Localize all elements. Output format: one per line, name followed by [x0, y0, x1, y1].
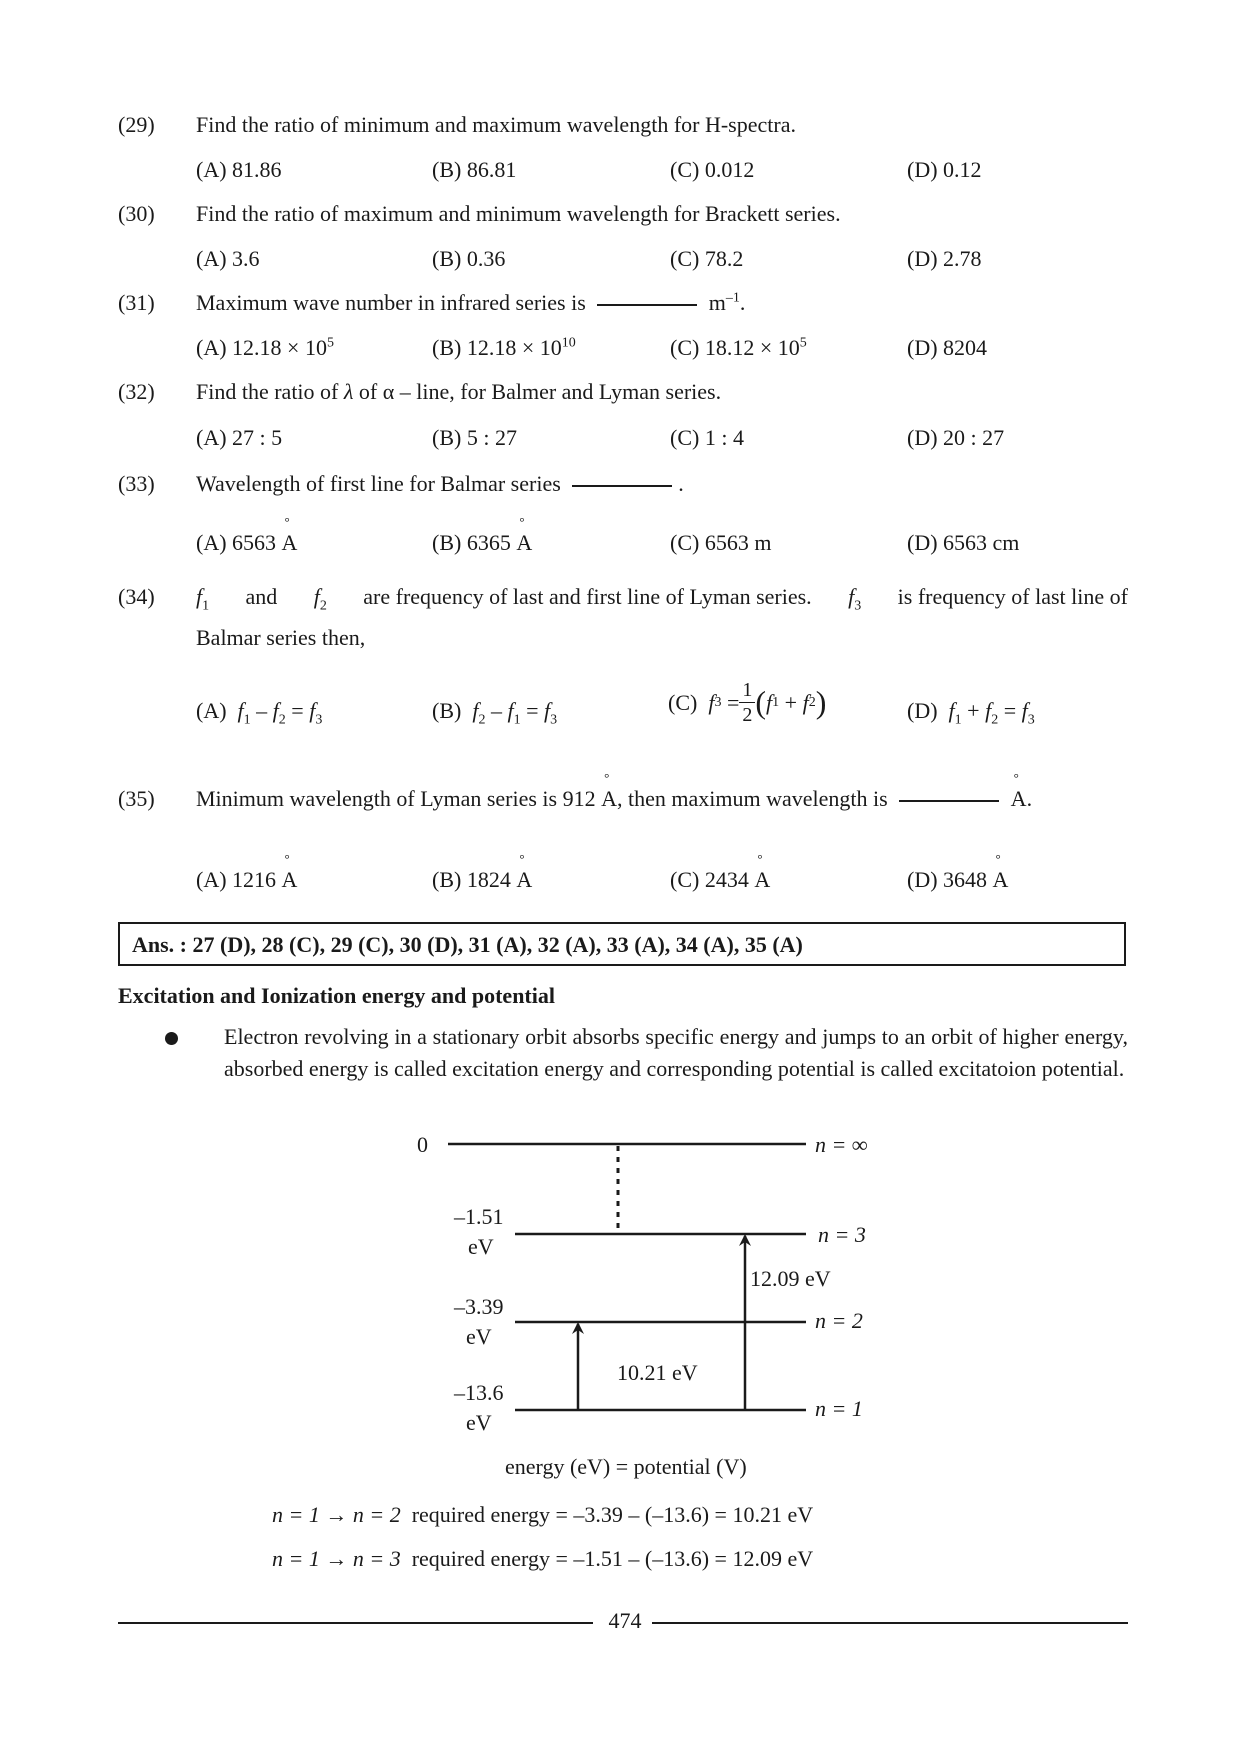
bullet-paragraph: Electron revolving in a stationary orbit absorbs specific energy and jumps to an orbit of higher energy, absorbed energy is called excitation energy and corresponding potential is called excitatoion potential. — [224, 1024, 1128, 1081]
question-number: (33) — [118, 471, 155, 496]
option-b: (B) $f_2 - f_1 = f_3$ — [432, 698, 558, 728]
option-c: (C) 0.012 — [670, 157, 755, 182]
equation-1-to-2: n = 1 → n = 2 required energy = –3.39 – (–13.6) = 10.21 eV — [272, 1502, 814, 1527]
answer-key: Ans. : 27 (D), 28 (C), 29 (C), 30 (D), 31 (A), 32 (A), 33 (A), 34 (A), 35 (A) — [132, 932, 803, 957]
n-label-3: n = 3 — [818, 1222, 866, 1247]
angstrom-symbol: ° A — [282, 530, 298, 556]
option-a: (A) 6563 ° A — [196, 530, 297, 556]
option-c: (C) 1 : 4 — [670, 425, 744, 450]
question-number: (30) — [118, 201, 155, 226]
option-b: (B) $12.18 \times 10^{10}$ — [432, 335, 576, 360]
option-b: (B) 86.81 — [432, 157, 517, 182]
angstrom-symbol: ° A — [754, 867, 770, 893]
energy-unit-n2: eV — [466, 1324, 492, 1349]
question-text-line2: Balmar series then, — [196, 625, 366, 650]
option-b: (B) 6365 ° A — [432, 530, 532, 556]
angstrom-symbol: ° A — [516, 867, 532, 893]
option-a: (A) 1216 ° A — [196, 867, 297, 893]
energy-label-0: 0 — [417, 1132, 428, 1157]
transition-label-10-21: 10.21 eV — [617, 1360, 698, 1385]
question-number: (31) — [118, 290, 155, 315]
angstrom-symbol: ° A — [282, 867, 298, 893]
question-text: Minimum wavelength of Lyman series is 912 ° A, then maximum wavelength is ° A. — [196, 786, 1032, 812]
option-d: (D) 6563 cm — [907, 530, 1020, 555]
page-number: 474 — [608, 1608, 642, 1633]
option-c: (C) $18.12 \times 10^5$ — [670, 335, 807, 360]
option-d: (D) 0.12 — [907, 157, 982, 182]
option-a: (A) 81.86 — [196, 157, 282, 182]
option-a: (A) $12.18 \times 10^5$ — [196, 335, 334, 360]
option-b: (B) 5 : 27 — [432, 425, 517, 450]
option-a: (A) 27 : 5 — [196, 425, 283, 450]
energy-unit-n1: eV — [466, 1410, 492, 1435]
section-heading: Excitation and Ionization energy and potential — [118, 983, 555, 1008]
energy-unit-n3: eV — [468, 1234, 494, 1259]
option-d: (D) 8204 — [907, 335, 988, 360]
angstrom-symbol: ° A — [993, 867, 1009, 893]
question-text: Find the ratio of maximum and minimum wavelength for Brackett series. — [196, 201, 841, 226]
energy-label-n3: –1.51 — [454, 1204, 504, 1229]
energy-label-n1: –13.6 — [454, 1380, 504, 1405]
question-text: Wavelength of first line for Balmar series . — [196, 471, 684, 496]
question-text: Find the ratio of λ of α – line, for Balmer and Lyman series. — [196, 379, 722, 404]
n-label-1: n = 1 — [815, 1396, 863, 1421]
option-c: (C) 78.2 — [670, 246, 744, 271]
angstrom-symbol: ° A — [1011, 786, 1027, 812]
option-c: (C) 6563 m — [670, 530, 772, 555]
question-number: (32) — [118, 379, 155, 404]
question-number: (35) — [118, 786, 155, 811]
option-a: (A) 3.6 — [196, 246, 260, 271]
question-number: (29) — [118, 112, 155, 137]
transition-label-12-09: 12.09 eV — [750, 1266, 831, 1291]
option-d: (D) 3648 ° A — [907, 867, 1008, 893]
question-number: (34) — [118, 584, 155, 609]
option-c: (C) f 3 = $\frac{1}{2}$ ( f 1 + f 2 ) — [668, 679, 827, 726]
option-c: (C) 2434 ° A — [670, 867, 770, 893]
footer-rule-left — [118, 1622, 593, 1624]
diagram-caption: energy (eV) = potential (V) — [505, 1454, 747, 1479]
question-text: Find the ratio of minimum and maximum wavelength for H-spectra. — [196, 112, 796, 137]
question-text: $f_1$ and $f_2$ are frequency of last and first line of Lyman series. $f_3$ is frequency of last line of — [196, 584, 1128, 614]
option-d: (D) 2.78 — [907, 246, 982, 271]
option-d: (D) 20 : 27 — [907, 425, 1005, 450]
equation-1-to-3: n = 1 → n = 3 required energy = –1.51 – (–13.6) = 12.09 eV — [272, 1546, 814, 1571]
option-b: (B) 1824 ° A — [432, 867, 532, 893]
n-label-infinity: n = ∞ — [815, 1132, 868, 1157]
option-a: (A) $f_1 - f_2 = f_3$ — [196, 698, 323, 728]
option-d: (D) $f_1 + f_2 = f_3$ — [907, 698, 1035, 728]
footer-rule-right — [652, 1622, 1128, 1624]
question-text: Maximum wave number in infrared series is $m^{-1}$. — [196, 290, 746, 315]
angstrom-symbol: ° A — [601, 786, 617, 812]
energy-label-n2: –3.39 — [454, 1294, 504, 1319]
option-b: (B) 0.36 — [432, 246, 506, 271]
angstrom-symbol: ° A — [516, 530, 532, 556]
n-label-2: n = 2 — [815, 1308, 863, 1333]
